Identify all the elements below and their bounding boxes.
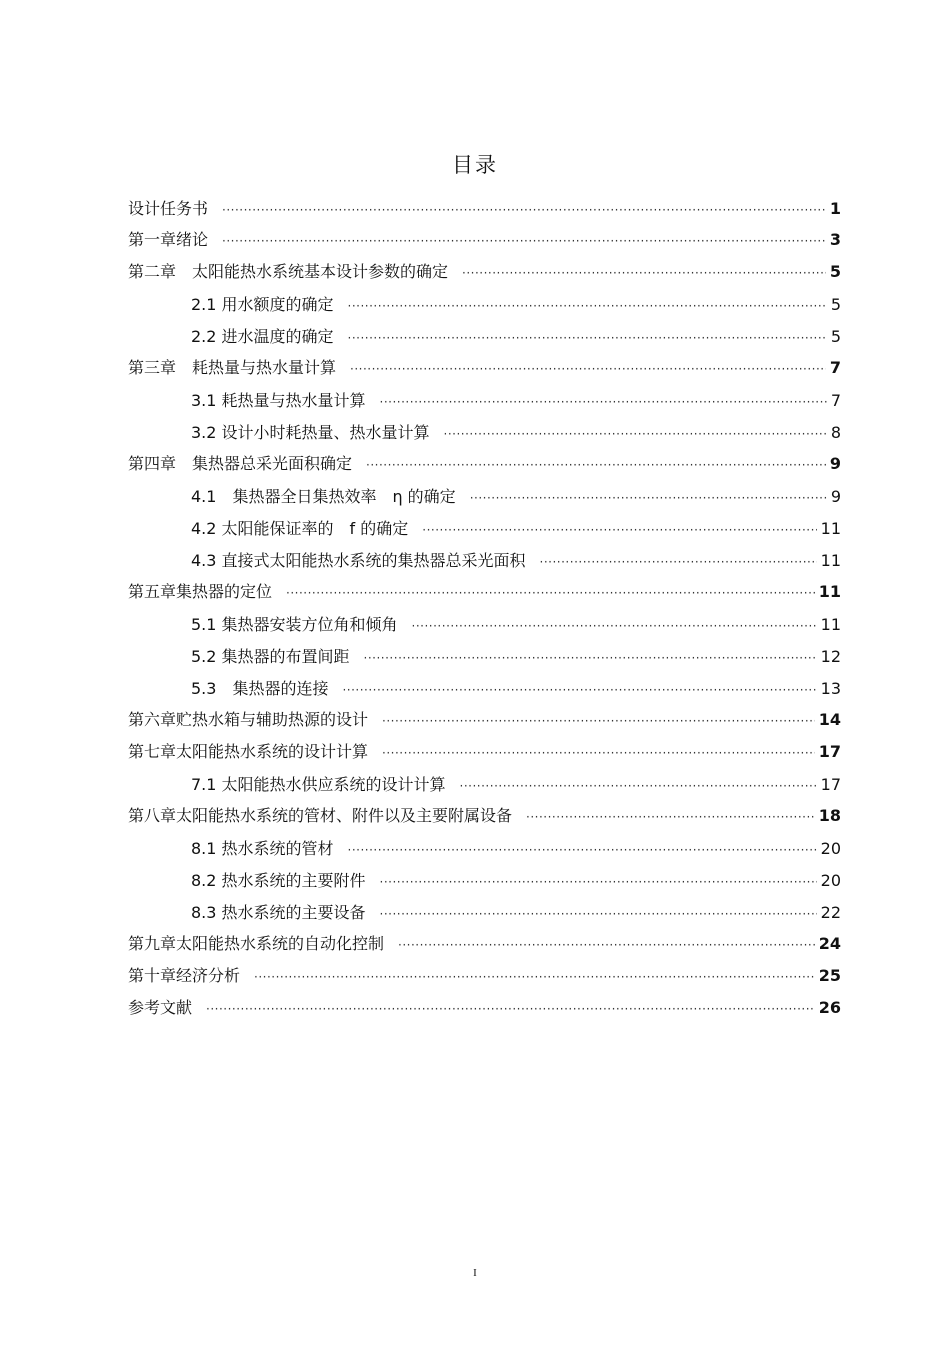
toc-entry-page-number: 20 [820,871,841,890]
dot-leader [348,843,817,857]
toc-entry-page-number: 24 [818,934,841,953]
toc-entry-page-number: 5 [830,295,841,314]
toc-section-entry[interactable] [128,548,841,571]
toc-section-entry[interactable] [128,324,841,347]
toc-entry-page-number: 11 [820,615,841,634]
dot-leader [382,714,815,728]
toc-chapter-entry[interactable] [128,259,841,282]
toc-entry-page-number: 3 [829,230,841,249]
dot-leader [286,586,815,600]
toc-chapter-entry[interactable] [128,355,841,378]
toc-entry-page-number: 25 [818,966,841,985]
toc-chapter-entry[interactable] [128,451,841,474]
toc-entry-label: 3.1 耗热量与热水量计算 [191,391,366,410]
dot-leader [206,1002,815,1016]
toc-entry-page-number: 7 [830,391,841,410]
dot-leader [398,938,815,952]
toc-title: 目录 [452,153,498,177]
toc-section-entry[interactable] [128,868,841,891]
toc-entry-page-number: 22 [820,903,841,922]
toc-section-entry[interactable] [128,292,841,315]
toc-entry-label: 4.2 太阳能保证率的 f 的确定 [191,519,409,538]
toc-entry-label: 第二章 太阳能热水系统基本设计参数的确定 [128,262,449,281]
dot-leader [444,427,827,441]
toc-entry-label: 设计任务书 [128,199,209,218]
toc-entry-page-number: 9 [829,454,841,473]
toc-chapter-entry[interactable] [128,196,841,219]
toc-entry-page-number: 13 [820,679,841,698]
toc-chapter-entry[interactable] [128,931,841,954]
dot-leader [222,234,826,248]
toc-chapter-entry[interactable] [128,963,841,986]
toc-entry-page-number: 11 [818,582,841,601]
toc-entry-page-number: 11 [820,519,841,538]
toc-entry-page-number: 17 [818,742,841,761]
dot-leader [380,875,817,889]
toc-entry-page-number: 12 [820,647,841,666]
toc-entry-page-number: 18 [818,806,841,825]
toc-entry-page-number: 20 [820,839,841,858]
toc-entry-page-number: 5 [830,327,841,346]
toc-entry-label: 第六章贮热水箱与辅助热源的设计 [128,710,369,729]
toc-section-entry[interactable] [128,516,841,539]
dot-leader [382,746,815,760]
toc-section-entry[interactable] [128,772,841,795]
toc-entry-label: 5.3 集热器的连接 [191,679,329,698]
toc-entry-label: 8.1 热水系统的管材 [191,839,334,858]
dot-leader [462,266,826,280]
dot-leader [412,619,817,633]
toc-entry-page-number: 17 [820,775,841,794]
toc-entry-label: 3.2 设计小时耗热量、热水量计算 [191,423,430,442]
page-number-footer: I [473,1267,477,1279]
toc-entry-page-number: 11 [820,551,841,570]
toc-entry-label: 第九章太阳能热水系统的自动化控制 [128,934,385,953]
toc-chapter-entry[interactable] [128,739,841,762]
toc-entry-page-number: 14 [818,710,841,729]
dot-leader [350,362,826,376]
toc-entry-label: 第五章集热器的定位 [128,582,273,601]
dot-leader [540,555,817,569]
toc-chapter-entry[interactable] [128,579,841,602]
toc-section-entry[interactable] [128,420,841,443]
toc-section-entry[interactable] [128,836,841,859]
toc-entry-label: 7.1 太阳能热水供应系统的设计计算 [191,775,446,794]
toc-entry-label: 4.1 集热器全日集热效率 η 的确定 [191,487,456,506]
toc-chapter-entry[interactable] [128,227,841,250]
toc-entry-label: 第七章太阳能热水系统的设计计算 [128,742,369,761]
toc-chapter-entry[interactable] [128,803,841,826]
toc-entry-label: 5.1 集热器安装方位角和倾角 [191,615,398,634]
toc-entry-label: 8.2 热水系统的主要附件 [191,871,366,890]
toc-entry-label: 第十章经济分析 [128,966,241,985]
toc-chapter-entry[interactable] [128,707,841,730]
toc-entry-label: 4.3 直接式太阳能热水系统的集热器总采光面积 [191,551,526,570]
dot-leader [254,970,815,984]
dot-leader [470,491,827,505]
toc-chapter-entry[interactable] [128,995,841,1018]
toc-entry-label: 第一章绪论 [128,230,209,249]
toc-entry-label: 第四章 集热器总采光面积确定 [128,454,353,473]
toc-section-entry[interactable] [128,644,841,667]
toc-entry-page-number: 9 [830,487,841,506]
toc-entry-page-number: 7 [829,358,841,377]
dot-leader [222,203,826,217]
toc-entry-label: 第八章太阳能热水系统的管材、附件以及主要附属设备 [128,806,513,825]
dot-leader [526,810,815,824]
toc-entry-label: 第三章 耗热量与热水量计算 [128,358,337,377]
dot-leader [460,779,817,793]
dot-leader [422,523,816,537]
toc-entry-label: 2.1 用水额度的确定 [191,295,334,314]
dot-leader [348,331,827,345]
toc-section-entry[interactable] [128,612,841,635]
toc-section-entry[interactable] [128,484,841,507]
dot-leader [380,907,817,921]
dot-leader [348,299,827,313]
toc-section-entry[interactable] [128,900,841,923]
toc-section-entry[interactable] [128,676,841,699]
toc-entry-page-number: 1 [829,199,841,218]
toc-entry-page-number: 8 [830,423,841,442]
dot-leader [366,458,826,472]
toc-entry-label: 参考文献 [128,998,193,1017]
toc-entry-page-number: 26 [818,998,841,1017]
toc-entry-label: 5.2 集热器的布置间距 [191,647,350,666]
toc-section-entry[interactable] [128,388,841,411]
dot-leader [342,683,816,697]
toc-entry-label: 2.2 进水温度的确定 [191,327,334,346]
toc-entry-page-number: 5 [829,262,841,281]
toc-entry-label: 8.3 热水系统的主要设备 [191,903,366,922]
dot-leader [380,395,827,409]
dot-leader [364,651,817,665]
